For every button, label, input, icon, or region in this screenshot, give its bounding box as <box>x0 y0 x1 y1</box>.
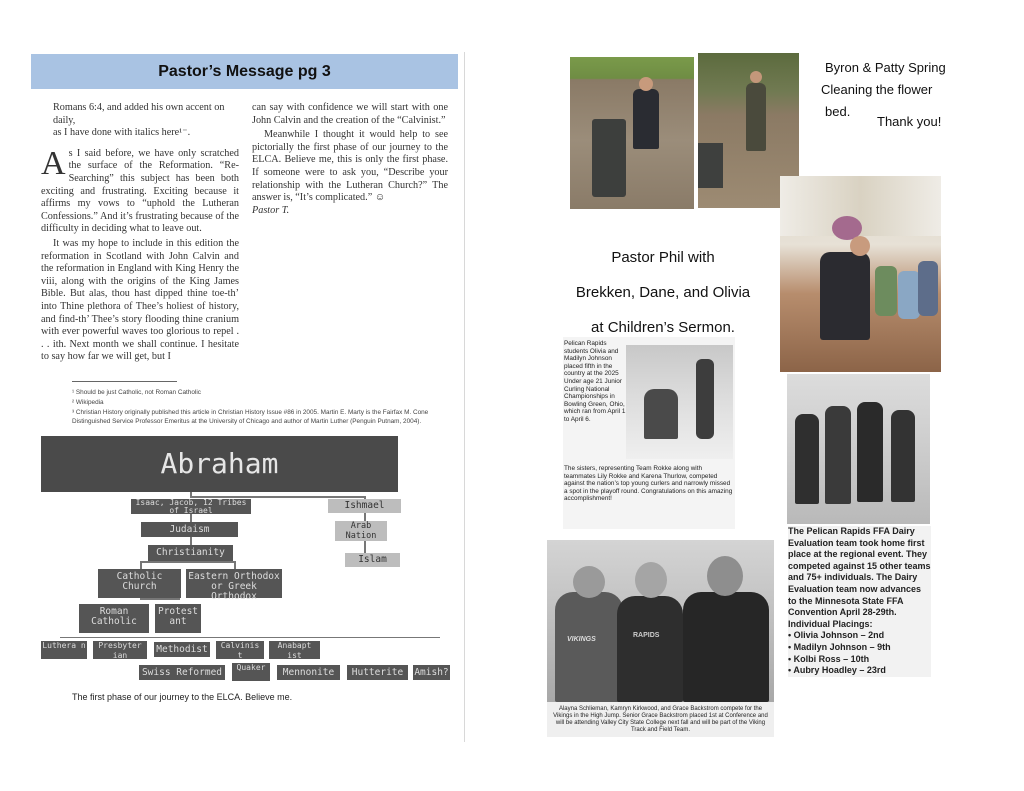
article-paragraph-4: Meanwhile I thought it would help to see pictorially the first phase of our journey to the ELCA. Believe me, this is only the first phase. If someone were to ask you, “Describe your relationship with the Lutheran Church?” The answer is, “It’s complicated.” ☺ <box>252 129 448 204</box>
photo-person-head <box>750 71 762 83</box>
tree-caption: The first phase of our journey to the ELCA. Believe me. <box>72 692 293 702</box>
spring-caption-line-2: Cleaning the flower <box>821 82 933 97</box>
tree-connector <box>190 514 192 522</box>
article-paragraph-2: It was my hope to include in this edition the reformation in Scotland with John Calvin and the reformation in England with King Henry the viii, along with the origins of the King James Bible. But alas, thou hast dipped thine toe-th’ into Thine plethora of Thee’s holiest of history, and find-th’ Thee’s story flooding thine cranium with ever powerful waves too glorious to repel . . . ith. Next month we shall continue. I hesitate to say how far we will get, but I <box>41 237 239 363</box>
tree-node-anabaptist: Anabapt ist <box>269 641 320 659</box>
tree-node-mennonite: Mennonite <box>277 665 340 680</box>
photo-byron-cleaning <box>570 57 694 209</box>
photo-childrens-sermon <box>780 176 941 372</box>
photo-person-head <box>639 77 653 91</box>
ffa-text: The Pelican Rapids FFA Dairy Evaluation team took home first place at the regional event. They competed against 15 other teams and 75+ individuals. The Dairy Evaluation team now advances to the Minnesota State FFA Convention April 28-29th. <box>788 526 931 618</box>
tree-node-arab-nation: Arab Nation <box>335 521 387 541</box>
article-paragraph-3: can say with confidence we will start with one John Calvin and the creation of the “Calvinist.” <box>252 102 448 126</box>
tree-connector <box>364 541 366 553</box>
footnote-rule <box>72 381 177 382</box>
tree-node-protestant: Protest ant <box>155 604 201 633</box>
footnote-1: ¹ Should be just Catholic, not Roman Catholic <box>72 389 201 396</box>
tree-connector <box>190 537 192 545</box>
shirt-logo-vikings: VIKINGS <box>567 636 596 643</box>
tree-node-ishmael: Ishmael <box>328 499 401 513</box>
curling-side-text: Pelican Rapids students Olivia and Madilyn Johnson placed fifth in the country at the 2025 Under age 21 Junior Curling National Championships in Bowling Green, Ohio, which ran from April 1 to April 6. <box>564 340 626 423</box>
tree-node-lutheran: Luthera n <box>41 641 87 659</box>
photo-athlete-head <box>573 566 605 598</box>
photo-child-figure <box>898 271 920 319</box>
shirt-logo-rapids: RAPIDS <box>633 632 660 639</box>
article-paragraph-1: s I said before, we have only scratched the surface of the Reformation. “Re-Searching” this subject has been both exciting and frustrating. Exciting because it affirms my vows to “uphold the Lutheran Confessions.” And it’s frustrating because of the difficulty in deciding what to leave out. <box>41 147 239 235</box>
spring-caption-line-4: Thank you! <box>877 114 942 129</box>
tree-node-isaac: Isaac, Jacob, 12 Tribes of Israel <box>131 499 251 514</box>
ffa-placing-1: • Olivia Johnson – 2nd <box>788 630 885 641</box>
tree-connector <box>364 513 366 521</box>
photo-athlete-3 <box>683 592 769 702</box>
photo-athlete-1 <box>555 592 623 702</box>
photo-athlete-head <box>635 562 667 598</box>
photo-trash-bin <box>698 143 723 188</box>
photo-person-figure <box>746 83 766 151</box>
pastor-caption-line-2: Brekken, Dane, and Olivia <box>575 284 751 301</box>
tree-node-catholic-church: Catholic Church <box>98 569 181 598</box>
vikings-caption: Alayna Schlieman, Kamryn Kirkwood, and Grace Backstrom compete for the Vikings in the High Jump. Senior Grace Backstrom placed 1st at Conference and will be attending Valley City State College next fall and will be part of the Viking Track and Field Team. <box>553 706 768 733</box>
photo-pastor-head <box>850 236 870 256</box>
photo-vikings-athletes <box>547 540 774 702</box>
photo-person-figure <box>633 89 659 149</box>
intro-line-1: Romans 6:4, and added his own accent on daily, <box>53 102 225 126</box>
drop-cap: A <box>41 144 66 182</box>
tree-connector <box>60 637 440 638</box>
tree-connector <box>190 496 365 498</box>
tree-node-abraham: Abraham <box>41 436 398 492</box>
photo-child-figure <box>918 261 938 316</box>
tree-node-methodist: Methodist <box>154 642 210 657</box>
photo-athlete-2 <box>617 596 683 702</box>
page-divider <box>464 52 465 742</box>
pastor-caption <box>548 240 778 345</box>
article-column-left <box>41 102 239 364</box>
tree-node-eastern-orthodox: Eastern Orthodox or Greek Orthodox <box>186 569 282 598</box>
vikings-clipping <box>547 540 774 737</box>
page-header <box>31 54 458 89</box>
photo-ffa-member <box>857 402 883 502</box>
footnote-3-cont: Distinguished Service Professor Emeritus at the University of Chicago and author of Martin Luther (Penguin Putnam, 2004). <box>72 418 422 426</box>
photo-athlete-head <box>707 556 743 596</box>
article-signoff: Pastor T. <box>252 204 290 216</box>
photo-pastor-figure <box>820 252 870 340</box>
spring-caption <box>821 57 1005 133</box>
spring-caption-line-1: Byron & Patty Spring <box>825 60 946 75</box>
tree-node-presbyterian: Presbyter ian <box>93 641 147 659</box>
tree-node-quaker: Quaker <box>232 663 270 681</box>
footnote-3: ³ Christian History originally published this article in Christian History Issue #86 in 2005. Martin E. Marty is the Fairfax M. Cone <box>72 408 429 416</box>
tree-node-hutterite: Hutterite <box>347 665 408 680</box>
ffa-placing-3: • Kolbi Ross – 10th <box>788 653 870 664</box>
tree-node-islam: Islam <box>345 553 400 567</box>
photo-ffa-member <box>891 410 915 502</box>
footnotes <box>72 388 452 427</box>
photo-ffa-member <box>825 406 851 504</box>
article-column-right <box>252 102 448 217</box>
tree-node-calvinist: Calvinis t <box>216 641 264 659</box>
page-title: Pastor’s Message pg 3 <box>158 63 331 80</box>
ffa-placing-4: • Aubry Hoadley – 23rd <box>788 665 886 676</box>
tree-node-swiss-reformed: Swiss Reformed <box>139 665 225 680</box>
intro-line-2: as I have done with italics here¹⁻. <box>53 127 191 139</box>
tree-connector <box>140 598 180 600</box>
photo-ffa-team <box>787 374 930 524</box>
photo-curling <box>626 345 733 459</box>
tree-node-roman-catholic: Roman Catholic <box>79 604 149 633</box>
tree-connector <box>234 561 236 569</box>
pastor-caption-line-1: Pastor Phil with <box>611 249 715 266</box>
footnote-2: ² Wikipedia <box>72 398 104 406</box>
curling-clipping <box>563 337 735 529</box>
photo-curler-2 <box>696 359 714 439</box>
ffa-placing-2: • Madilyn Johnson – 9th <box>788 641 891 652</box>
photo-curler-1 <box>644 389 678 439</box>
photo-child-figure <box>875 266 897 316</box>
tree-node-christianity: Christianity <box>148 545 233 561</box>
tree-connector <box>140 561 235 563</box>
tree-node-amish: Amish? <box>414 667 449 678</box>
ffa-clipping-text <box>788 526 931 677</box>
ffa-placings-title: Individual Placings: <box>788 618 873 629</box>
tree-node-judaism: Judaism <box>141 522 238 537</box>
photo-trash-bin <box>592 119 626 197</box>
photo-ffa-member <box>795 414 819 504</box>
spring-caption-line-3: bed. <box>825 104 851 119</box>
curling-bottom-text: The sisters, representing Team Rokke along with teammates Lily Rokke and Karena Thurlow, competed against the nation’s top young curlers and narrowly missed a spot in the playoff round. Congratulations on this amazing accomplishment! <box>564 465 733 503</box>
pastor-caption-line-3: at Children’s Sermon. <box>591 319 735 336</box>
